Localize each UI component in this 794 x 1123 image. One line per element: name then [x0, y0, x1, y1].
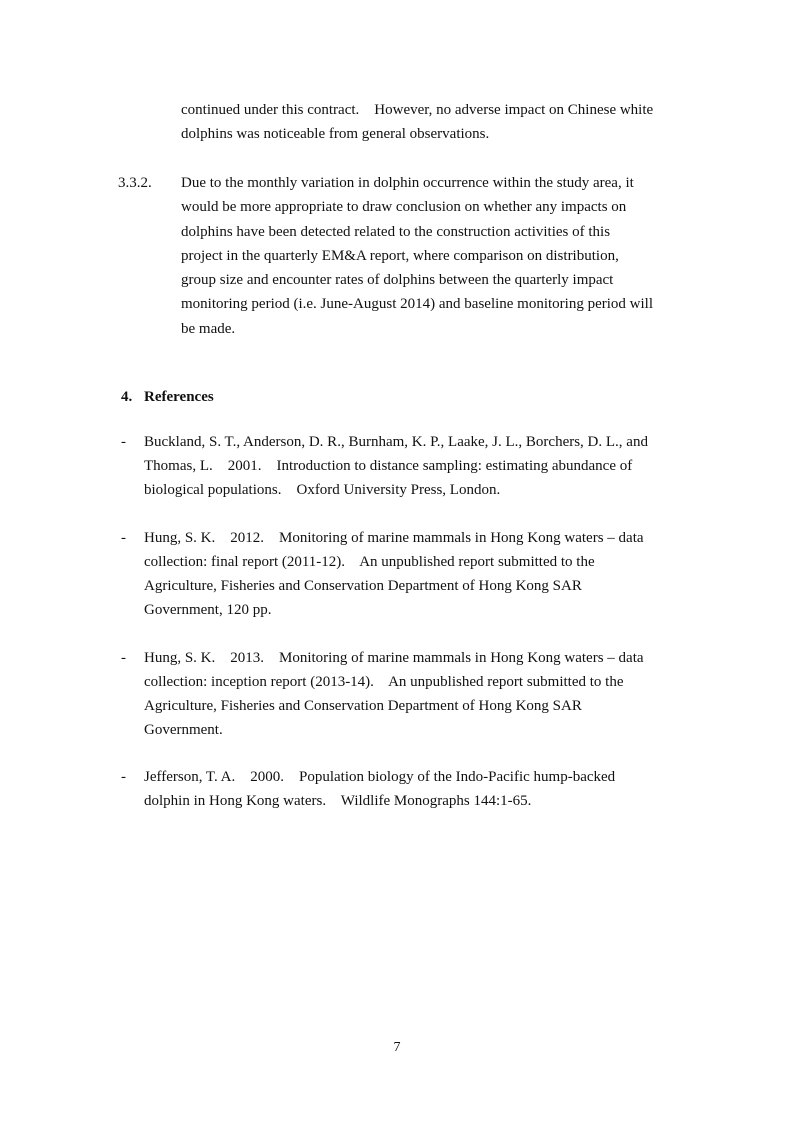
reference-bullet: -	[121, 769, 126, 785]
continued-paragraph: continued under this contract. However, no adverse impact on Chinese white dolphins was noticeable from general observations.	[181, 102, 654, 142]
page-number: 7	[393, 1040, 401, 1055]
reference-text: Hung, S. K. 2012. Monitoring of marine mammals in Hong Kong waters – data collection: final report (2011-12). An unpublished report submitted to the Agriculture, Fisheries and Conservation Department of Hong Kong SAR Government, 120 pp.	[144, 530, 644, 618]
reference-text: Buckland, S. T., Anderson, D. R., Burnham, K. P., Laake, J. L., Borchers, D. L., and Thomas, L. 2001. Introduction to distance sampling: estimating abundance of biological populations. Oxford University Press, London.	[144, 434, 648, 498]
references-heading	[121, 386, 214, 408]
references-heading-title: References	[144, 389, 214, 405]
reference-text: Jefferson, T. A. 2000. Population biology of the Indo-Pacific hump-backed dolphin in Hong Kong waters. Wildlife Monographs 144:1-65.	[144, 769, 616, 809]
references-heading-number: 4.	[121, 389, 133, 405]
section-number: 3.3.2.	[118, 175, 152, 191]
reference-bullet: -	[121, 530, 126, 546]
reference-text: Hung, S. K. 2013. Monitoring of marine mammals in Hong Kong waters – data collection: inception report (2013-14). An unpublished report submitted to the Agriculture, Fisheries and Conservation Department of Hong Kong SAR Government.	[144, 650, 644, 738]
section-paragraph: Due to the monthly variation in dolphin occurrence within the study area, it would be more appropriate to draw conclusion on whether any impacts on dolphins have been detected related to the construction activities of this project in the quarterly EM&A report, where comparison on distribution, group size and encounter rates of dolphins between the quarterly impact monitoring period (i.e. June-August 2014) and baseline monitoring period will be made.	[181, 175, 654, 337]
reference-bullet: -	[121, 650, 126, 666]
reference-bullet: -	[121, 434, 126, 450]
